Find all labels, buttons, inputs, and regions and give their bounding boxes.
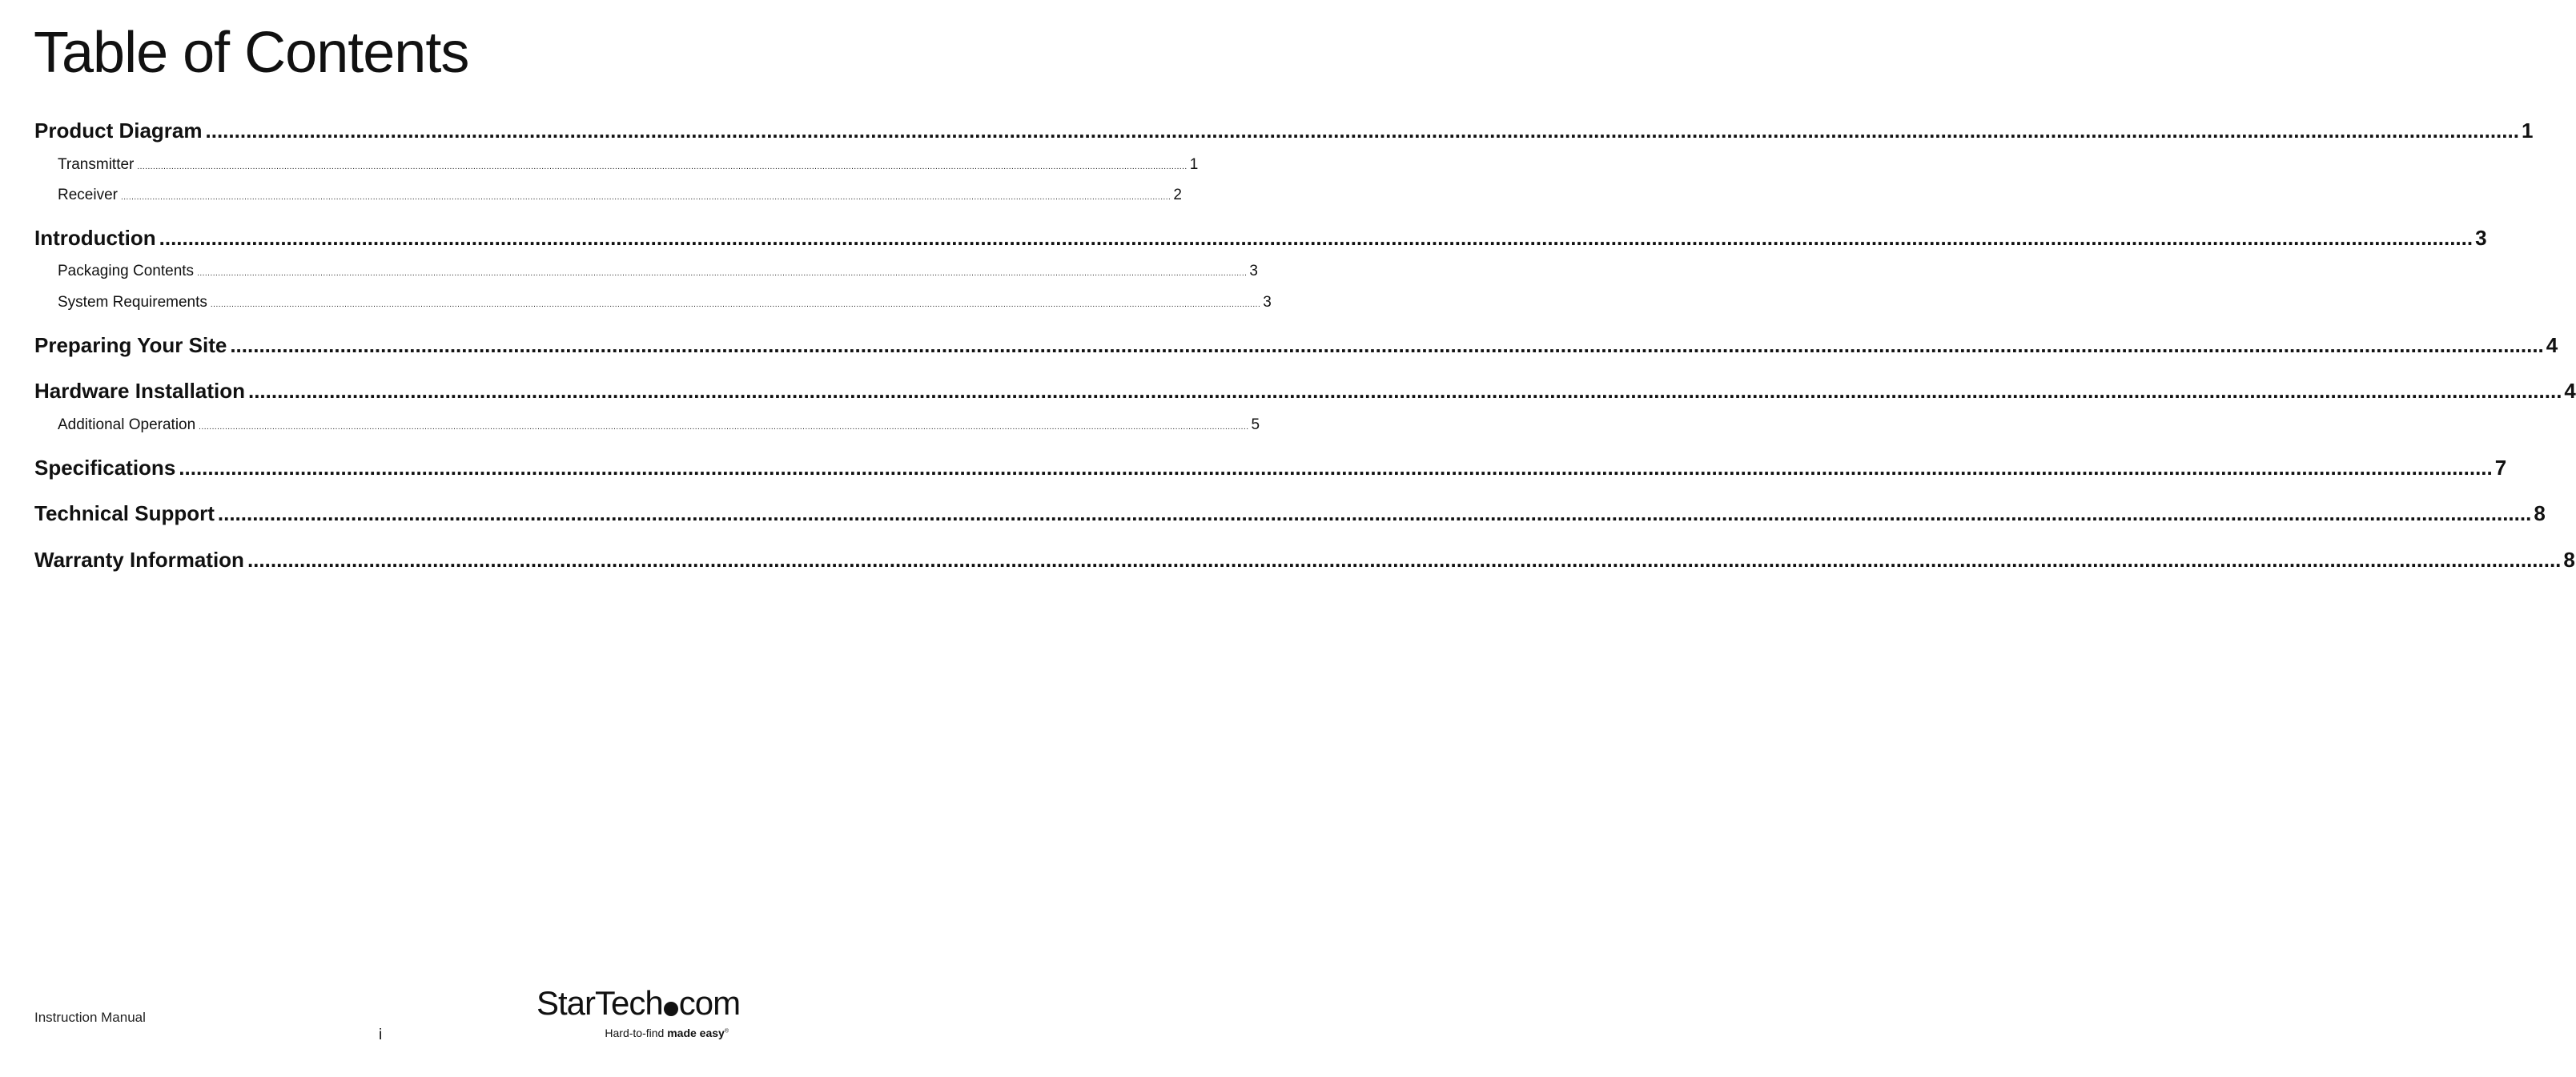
toc-entry-label: Transmitter xyxy=(58,156,135,173)
toc-entry-page: 3 xyxy=(2475,226,2487,250)
toc-entry-label: Introduction xyxy=(34,226,156,250)
toc-entry-introduction[interactable] xyxy=(34,226,2487,251)
toc-entry-label: Additional Operation xyxy=(58,416,196,433)
logo-wordmark xyxy=(536,984,741,1022)
dot-leader: ................................................................................................................................................................................................................................................................................................................................................................................................................ xyxy=(159,226,2474,250)
footer-page-number: i xyxy=(379,1027,383,1043)
toc-entry-packaging-contents[interactable] xyxy=(34,263,1258,280)
logo-tagline-prefix: Hard-to-find xyxy=(605,1027,665,1039)
toc-entry-page: 2 xyxy=(1173,187,1182,203)
dot-leader: ................................................................................................................................................................................................................................................................................................................................................................................................................ xyxy=(199,423,1249,432)
toc-entry-label: Packaging Contents xyxy=(58,263,195,279)
dot-leader: ................................................................................................................................................................................................................................................................................................................................................................................................................ xyxy=(179,456,2493,480)
page-title: Table of Contents xyxy=(34,21,469,85)
toc-entry-page: 8 xyxy=(2534,501,2546,525)
toc-entry-page: 8 xyxy=(2563,548,2575,572)
dot-leader: ................................................................................................................................................................................................................................................................................................................................................................................................................ xyxy=(205,119,2519,143)
toc-entry-page: 3 xyxy=(1263,294,1272,311)
toc-entry-label: Technical Support xyxy=(34,501,215,525)
logo-brand: StarTech xyxy=(536,984,663,1022)
logo-tagline-bold: made easy xyxy=(667,1027,725,1039)
dot-leader: ................................................................................................................................................................................................................................................................................................................................................................................................................ xyxy=(197,269,1248,278)
toc-entry-label: Specifications xyxy=(34,456,176,480)
toc-entry-label: Preparing Your Site xyxy=(34,333,227,357)
toc-entry-label: Product Diagram xyxy=(34,119,203,143)
toc-entry-page: 5 xyxy=(1251,416,1260,433)
toc-entry-transmitter[interactable] xyxy=(34,156,1199,174)
startech-logo xyxy=(536,984,741,1044)
dot-leader: ................................................................................................................................................................................................................................................................................................................................................................................................................ xyxy=(217,501,2532,525)
toc-entry-hardware-installation[interactable] xyxy=(34,379,2576,404)
logo-domain-suffix: com xyxy=(678,984,741,1022)
footer-manual-label: Instruction Manual xyxy=(34,1010,146,1025)
toc-entry-additional-operation[interactable] xyxy=(34,416,1260,434)
dot-leader: ................................................................................................................................................................................................................................................................................................................................................................................................................ xyxy=(120,193,1171,202)
toc-entry-technical-support[interactable] xyxy=(34,501,2546,526)
toc-entry-specifications[interactable] xyxy=(34,456,2507,480)
toc-entry-label: Receiver xyxy=(58,187,118,203)
toc-entry-receiver[interactable] xyxy=(34,187,1182,204)
dot-leader: ................................................................................................................................................................................................................................................................................................................................................................................................................ xyxy=(247,548,2562,572)
toc-entry-page: 1 xyxy=(2521,119,2534,143)
toc-entry-page: 4 xyxy=(2546,333,2558,357)
registered-mark: ® xyxy=(724,1028,729,1035)
toc-entry-preparing-your-site[interactable] xyxy=(34,333,2558,358)
dot-leader: ................................................................................................................................................................................................................................................................................................................................................................................................................ xyxy=(247,379,2562,403)
logo-tagline xyxy=(605,1027,729,1039)
dot-leader: ................................................................................................................................................................................................................................................................................................................................................................................................................ xyxy=(230,333,2544,357)
toc-entry-label: System Requirements xyxy=(58,294,207,311)
toc-entry-page: 7 xyxy=(2494,456,2507,480)
toc-entry-page: 4 xyxy=(2564,379,2576,403)
dot-leader: ................................................................................................................................................................................................................................................................................................................................................................................................................ xyxy=(137,163,1188,171)
toc-entry-system-requirements[interactable] xyxy=(34,294,1272,311)
dot-leader: ................................................................................................................................................................................................................................................................................................................................................................................................................ xyxy=(210,300,1261,309)
toc-entry-label: Hardware Installation xyxy=(34,379,245,403)
toc-entry-page: 1 xyxy=(1189,156,1199,173)
toc-entry-warranty-information[interactable] xyxy=(34,548,2575,573)
toc-entry-page: 3 xyxy=(1249,263,1258,279)
toc-entry-label: Warranty Information xyxy=(34,548,244,572)
toc-entry-product-diagram[interactable] xyxy=(34,119,2534,143)
logo-dot-icon xyxy=(664,1002,678,1016)
